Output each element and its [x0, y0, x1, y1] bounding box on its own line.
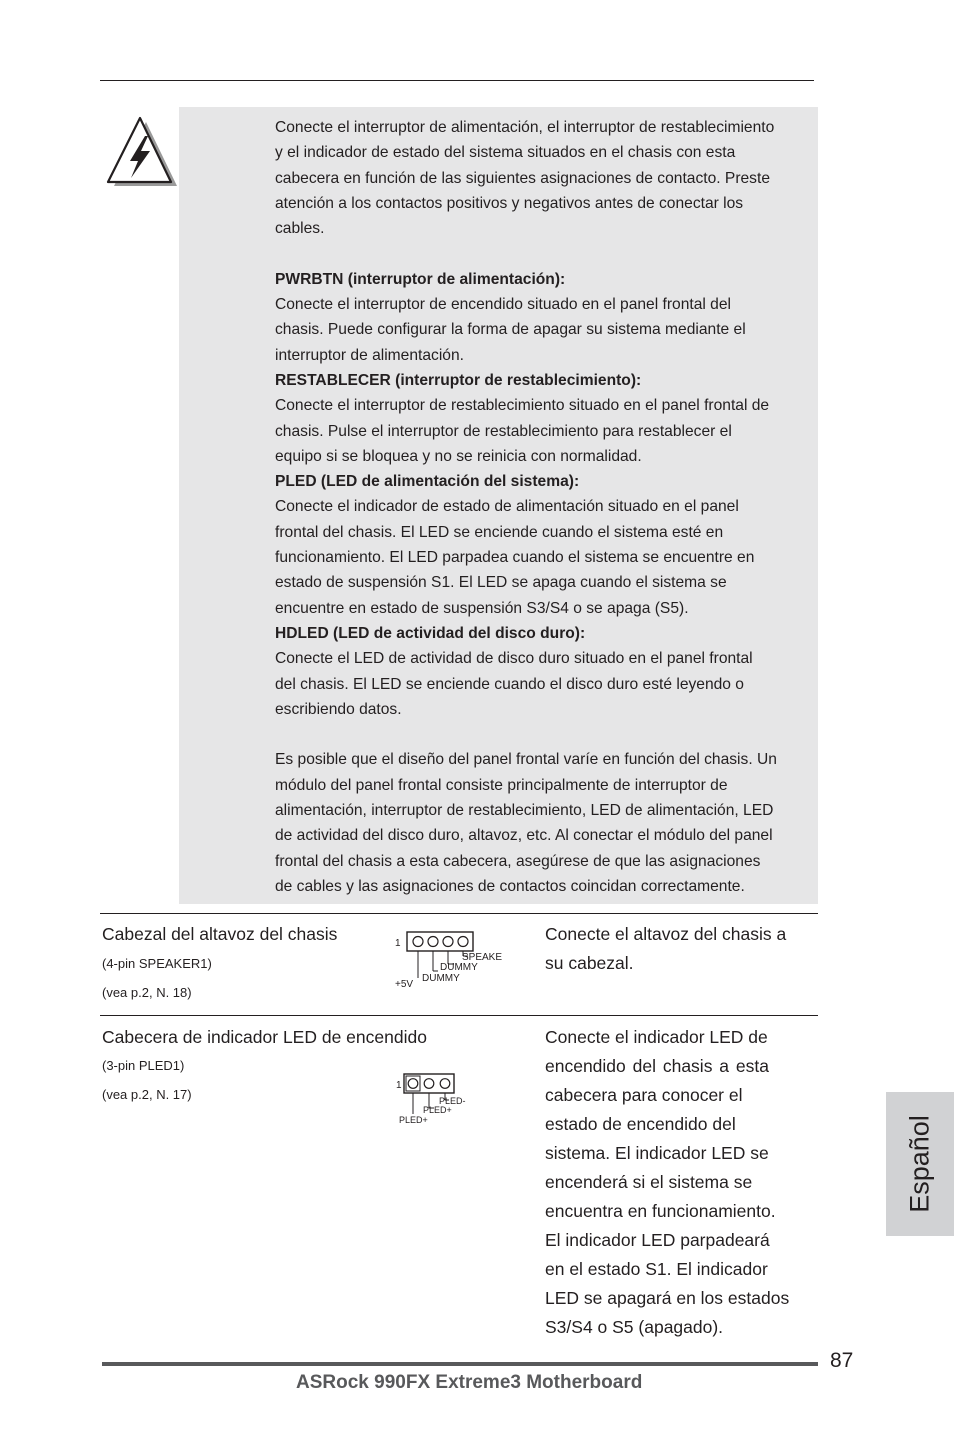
speaker-title: Cabezal del altavoz del chasis	[102, 924, 338, 944]
pin-one-label: 1	[395, 938, 401, 949]
intro-line: Conecte el interruptor de alimentación, el interruptor de restablecimiento	[275, 119, 775, 136]
section-line: escribiendo datos.	[275, 700, 402, 718]
speaker-pin: (4-pin SPEAKER1)	[102, 956, 212, 971]
warning-icon	[103, 114, 179, 188]
closing-line: de actividad del disco duro, altavoz, etc. Al conectar el módulo del panel	[275, 827, 773, 845]
speaker-ref: (vea p.2, N. 18)	[102, 985, 192, 1000]
spacer	[275, 722, 820, 747]
intro-line: y el indicador de estado del sistema situados en el chasis con esta	[275, 144, 736, 162]
desc-line: encenderá si el sistema se	[545, 1172, 753, 1192]
closing-line: módulo del panel frontal consiste principalmente de interruptor de	[275, 776, 728, 794]
top-rule	[100, 80, 814, 81]
page-number: 87	[830, 1349, 854, 1372]
desc-line: encendido del chasis a esta	[545, 1056, 769, 1076]
closing-line: alimentación, interruptor de restablecimiento, LED de alimentación, LED	[275, 802, 774, 820]
pin-one-label: 1	[396, 1080, 402, 1091]
speaker-description	[545, 920, 820, 978]
section-line: estado de suspensión S1. El LED se apaga cuando el sistema se	[275, 574, 727, 592]
section-line: Conecte el LED de actividad de disco duro situado en el panel frontal	[275, 650, 753, 668]
row-divider	[100, 1015, 818, 1016]
section-line: frontal del chasis. El LED se enciende cuando el sistema esté en	[275, 523, 724, 541]
section-heading-pwrbtn: PWRBTN (interruptor de alimentación):	[275, 270, 566, 288]
desc-line: cabecera para conocer el	[545, 1085, 743, 1105]
section-heading-pled: PLED (LED de alimentación del sistema):	[275, 473, 580, 491]
speaker-pin-label: SPEAKE	[462, 952, 503, 963]
closing-line: de cables y las asignaciones de contactos coincidan correctamente.	[275, 877, 745, 895]
desc-line: su cabezal.	[545, 953, 634, 973]
section-line: chasis. Pulse el interruptor de restablecimiento para restablecer el	[275, 422, 732, 440]
section-line: interruptor de alimentación.	[275, 346, 464, 364]
desc-line: Conecte el altavoz del chasis a	[545, 924, 787, 944]
dummy-pin-label: DUMMY	[440, 962, 478, 973]
note-text	[275, 115, 820, 899]
intro-line: atención a los contactos positivos y negativos antes de conectar los	[275, 194, 744, 212]
desc-line: sistema. El indicador LED se	[545, 1143, 769, 1163]
pled-ref: (vea p.2, N. 17)	[102, 1087, 192, 1102]
section-heading-reset: RESTABLECER (interruptor de restablecimiento):	[275, 371, 642, 389]
section-line: Conecte el interruptor de encendido situado en el panel frontal del	[275, 296, 731, 314]
desc-line: en el estado S1. El indicador	[545, 1259, 768, 1279]
pled-connector-diagram	[396, 1070, 476, 1128]
section-line: equipo si se bloquea y no se reinicia con normalidad.	[275, 447, 642, 465]
intro-line: cabecera en función de las siguientes asignaciones de contacto. Preste	[275, 169, 770, 187]
pled-description	[545, 1023, 820, 1342]
speaker-connector-diagram	[392, 926, 516, 990]
section-line: del chasis. El LED se enciende cuando el disco duro esté leyendo o	[275, 675, 744, 693]
section-line: funcionamiento. El LED parpadea cuando el sistema se encuentre en	[275, 549, 755, 567]
pled-plus-label: PLED+	[423, 1105, 452, 1115]
bottom-rule	[102, 1362, 818, 1366]
plus5v-pin-label: +5V	[395, 979, 414, 990]
desc-line: encuentra en funcionamiento.	[545, 1201, 776, 1221]
footer-title: ASRock 990FX Extreme3 Motherboard	[296, 1372, 643, 1393]
desc-line: Conecte el indicador LED de	[545, 1027, 768, 1047]
pled-pin: (3-pin PLED1)	[102, 1058, 185, 1073]
dummy-pin-label: DUMMY	[422, 973, 460, 984]
closing-line: frontal del chasis a esta cabecera, asegúrese de que las asignaciones	[275, 852, 761, 870]
spacer	[275, 241, 820, 266]
section-line: encuentre en estado de suspensión S3/S4 o se apaga (S5).	[275, 599, 689, 617]
desc-line: estado de encendido del	[545, 1114, 736, 1134]
intro-line: cables.	[275, 220, 325, 238]
section-line: Conecte el interruptor de restablecimiento situado en el panel frontal de	[275, 397, 770, 415]
section-line: chasis. Puede configurar la forma de apagar su sistema mediante el	[275, 321, 746, 339]
pled-title: Cabecera de indicador LED de encendido	[102, 1027, 427, 1047]
desc-line: S3/S4 o S5 (apagado).	[545, 1317, 724, 1337]
language-tab	[886, 1092, 954, 1236]
section-line: Conecte el indicador de estado de alimentación situado en el panel	[275, 498, 739, 516]
desc-line: El indicador LED parpadeará	[545, 1230, 770, 1250]
closing-line: Es posible que el diseño del panel frontal varíe en función del chasis. Un	[275, 751, 777, 769]
row-divider	[100, 913, 818, 914]
language-tab-label: Español	[904, 1115, 935, 1213]
desc-line: LED se apagará en los estados	[545, 1288, 790, 1308]
section-heading-hdled: HDLED (LED de actividad del disco duro):	[275, 624, 586, 642]
pled-minus-label: PLED-	[439, 1096, 466, 1106]
pled-plus-label: PLED+	[399, 1115, 428, 1125]
